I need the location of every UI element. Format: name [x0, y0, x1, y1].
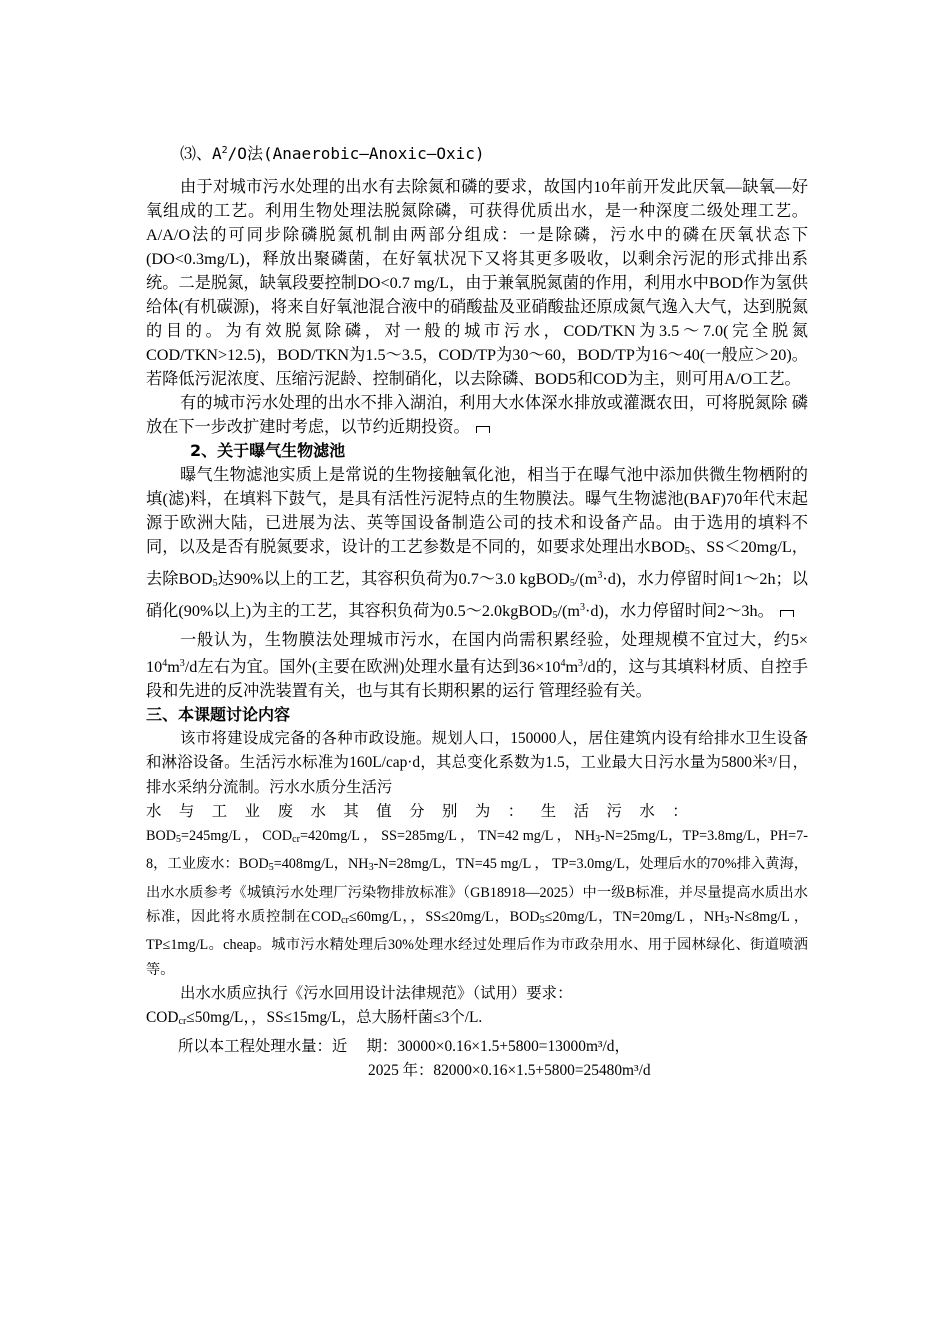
topic-p1-h: ≤60mg/L，，SS≤20mg/L，BOD [348, 909, 540, 926]
topic-spaced-line [146, 800, 808, 824]
topic-p1-a: 该市将建设成完备的各种市政设施。规划人口，150000人，居住建筑内设有给排水卫生设备和淋浴设备。生活污水标准为160L/cap·d，其总变化系数为1.5，工业最大日污水量为5800米³/日，排水采纳分流制。污水水质分生活污 [146, 730, 808, 796]
baf-paragraph-1 [146, 463, 808, 628]
subscript-5: 5 [212, 578, 218, 589]
section-title-a2o [146, 138, 808, 167]
paragraph-mark-icon [476, 426, 490, 433]
a2o-paragraph-1: 由于对城市污水处理的出水有去除氮和磷的要求，故国内10年前开发此厌氧—缺氧—好氧组成的工艺。利用生物处理法脱氮除磷，可获得优质出水，是一种深度二级处理工艺。A/A/O法的可同步除磷脱氮机制由两部分组成：一是除磷，污水中的磷在厌氧状态下(DO<0.3mg/L)，释放出聚磷菌，在好氧状况下又将其更多吸收，以剩余污泥的形式排出系统。二是脱氮，缺氧段要控制DO<0.7 mg/L，由于兼氧脱氮菌的作用，利用水中BOD作为氢供给体(有机碳源)，将来自好氧池混合液中的硝酸盐及亚硝酸盐还原成氮气逸入大气，达到脱氮的目的。为有效脱氮除磷，对一般的城市污水，COD/TKN为3.5～7.0(完全脱氮COD/TKN>12.5)，BOD/TKN为1.5～3.5，COD/TP为30～60，BOD/TP为16～40(一般应＞20)。若降低污泥浓度、压缩污泥龄、控制硝化，以去除磷、BOD5和COD为主，则可用A/O工艺。 [146, 178, 808, 388]
calc-line-2: 2025 年：82000×0.16×1.5+5800=25480m³/d [368, 1061, 651, 1079]
topic-p1-g: -N=28mg/L，TN=45 mg/L ， TP=3.0mg/L，处理后水的70%排入黄海，出水水质参考《城镇污水处理厂污染物排放标准》（GB18918—2025）中一级B标准，并尽量提高水质出水标准，因此将水质控制在COD [146, 856, 808, 926]
subscript-5: 5 [552, 610, 558, 621]
subscript-5: 5 [569, 578, 575, 589]
subscript-3: 3 [724, 915, 730, 927]
subscript-5: 5 [175, 834, 181, 846]
baf-p1-d2: /(m [557, 602, 580, 620]
topic-p3-b: ≤50mg/L，，SS≤15mg/L，总大肠杆菌≤3个/L. [186, 1009, 483, 1027]
subscript-5: 5 [539, 915, 545, 927]
topic-p1-f: =408mg/L，NH [273, 856, 369, 873]
topic-paragraph-2: 出水水质应执行《污水回用设计法律规范》（试用）要求： [180, 984, 573, 1002]
calc-line-1: 所以本工程处理水量：近 期：30000×0.16×1.5+5800=13000m³/d， [178, 1037, 630, 1055]
topic-p3-a: COD [146, 1009, 179, 1027]
superscript-4: 4 [162, 658, 168, 669]
topic-p1-c: =245mg/L ， COD [180, 828, 293, 845]
title-prefix: ⑶、A [180, 144, 222, 163]
baf-p1-a: 曝气生物滤池实质上是常说的生物接触氧化池，相当于在曝气池中添加供微生物栖附的填(滤)料，在填料下鼓气，是具有活性污泥特点的生物膜法。曝气生物滤池(BAF)70年代末起源于欧洲大陆，已进展为法、英等国设备制造公司的技术和设备产品。由于选用的填料不同，以及是否有脱氮要求，设计的工艺参数是不同的，如要求处理出水BOD [146, 466, 808, 556]
subscript-cr: cr [178, 1016, 187, 1028]
subscript-3: 3 [595, 834, 601, 846]
topic-p1-j: -N≤8mg/L ，TP≤1mg/L。cheap。城市污水精处理后30%处理水经过处理后作为市政杂用水、用于园林绿化、街道喷洒等。 [146, 909, 809, 978]
a2o-paragraph-2 [146, 391, 808, 439]
title-rest: /O法(Anaerobic—Anoxic—Oxic) [227, 144, 485, 163]
superscript-3: 3 [597, 570, 603, 581]
subscript-5: 5 [268, 862, 274, 874]
topic-spaced-text: 水与工业废水其值分别为：生活污水： [146, 802, 706, 820]
subscript-3: 3 [368, 862, 374, 874]
subscript-cr: cr [292, 834, 300, 846]
paragraph-mark-icon [780, 610, 794, 617]
topic-p1-b: BOD [146, 828, 176, 845]
baf-p1-f: ·d)，水力停留时间2～3h。 [584, 602, 774, 620]
title-superscript: 2 [221, 145, 228, 156]
baf-p1-d: /(m [574, 570, 598, 588]
baf-p2-b: m [167, 658, 180, 676]
superscript-4: 4 [560, 658, 566, 669]
a2o-paragraph-2-text: 有的城市污水处理的出水不排入湖泊，利用大水体深水排放或灌溉农田，可将脱氮除 磷放在下一步改扩建时考虑，以节约近期投资。 [146, 394, 808, 436]
topic-paragraph-3 [146, 1006, 808, 1034]
topic-p1-i: ≤20mg/L，TN=20mg/L ，NH [544, 909, 725, 926]
baf-heading: 2、关于曝气生物滤池 [190, 441, 346, 460]
topic-paragraph-1-cont [146, 824, 808, 982]
topic-heading: 三、本课题讨论内容 [146, 705, 291, 724]
baf-paragraph-2 [146, 628, 808, 703]
baf-p1-c: 达90%以上的工艺，其容积负荷为0.7～3.0 kgBOD [217, 570, 570, 588]
superscript-3: 3 [179, 658, 185, 669]
document-page [146, 138, 808, 1083]
baf-p2-b2: m [565, 658, 579, 676]
topic-p1-d: =420mg/L ， SS=285mg/L ， TN=42 mg/L ， NH [299, 828, 596, 845]
superscript-3: 3 [579, 602, 585, 613]
baf-p2-c: /d左右为宜。国外(主要在欧洲)处理水量有达到36×10 [184, 658, 561, 676]
topic-paragraph-1 [146, 727, 808, 800]
subscript-cr: cr [341, 915, 349, 927]
baf-p1-e: ·d)，水力停留时间1～2h；以硝化(90%以上)为主的工艺，其容积负荷为0.5～2.0kgBOD [146, 570, 808, 620]
topic-p1-e: -N=25mg/L，TP=3.8mg/L，PH=7-8，工业废水：BOD [146, 828, 808, 873]
subscript-5: 5 [684, 546, 690, 557]
baf-p2-d: /d的，这与其填料材质、自控手段和先进的反冲洗装置有关，也与其有长期积累的运行 管理经验有关。 [146, 658, 808, 700]
superscript-3: 3 [578, 658, 584, 669]
baf-p1-b: 、SS＜20mg/L，去除BOD [146, 538, 808, 588]
baf-p2-a: 一般认为，生物膜法处理城市污水，在国内尚需积累经验，处理规模不宜过大，约5× 10 [146, 631, 808, 676]
